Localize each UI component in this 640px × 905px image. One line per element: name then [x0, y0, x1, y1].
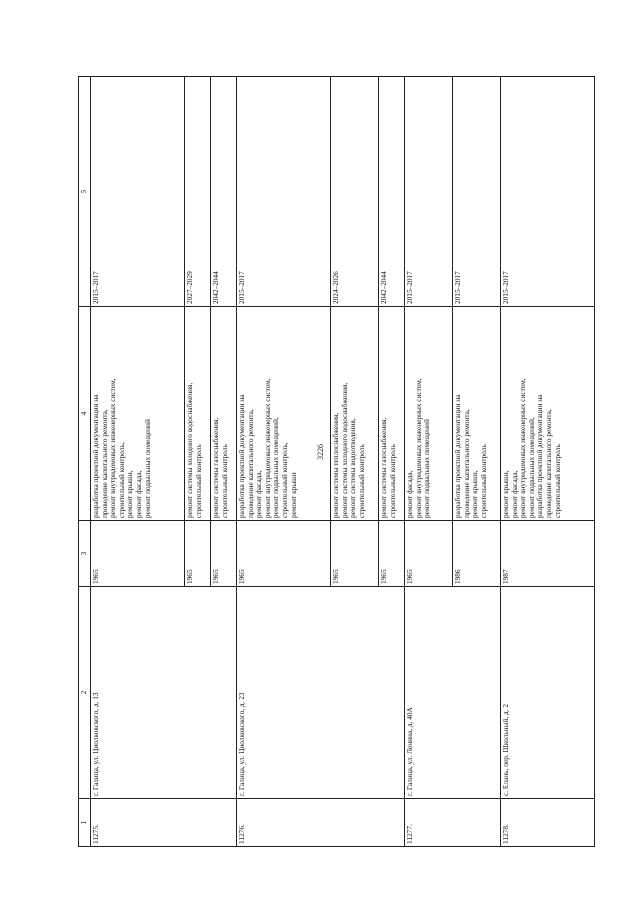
- work-item: ремонт системы теплоснабжения,: [331, 412, 340, 518]
- work-item: ремонт крыши,: [470, 470, 480, 518]
- work-item: ремонт фасада,: [509, 470, 519, 518]
- row-address: [185, 587, 211, 799]
- header-row: [79, 77, 91, 847]
- work-item: ремонт системы холодного водоснабжения,: [185, 382, 194, 518]
- work-item: ремонт фасада,: [405, 470, 414, 518]
- work-item: ремонт подвальных помещений: [142, 419, 152, 518]
- table-row: [453, 77, 501, 847]
- table-row: [331, 77, 379, 847]
- work-item: ремонт подвальных помещений: [422, 419, 432, 518]
- row-year: 1965: [185, 521, 211, 587]
- work-item: строительный контроль: [387, 444, 397, 518]
- repair-schedule-table: [78, 76, 595, 847]
- row-number: [453, 799, 501, 847]
- header-col-1: 1: [79, 799, 91, 847]
- row-year: 1986: [453, 521, 501, 587]
- row-period: 2015–2017: [237, 77, 331, 307]
- row-year: 1965: [237, 521, 331, 587]
- table-row: [211, 77, 237, 847]
- table-body: [91, 77, 595, 847]
- work-item: строительный контроль: [219, 444, 229, 518]
- header-col-5: 5: [79, 77, 91, 307]
- row-number: 11275.: [91, 799, 185, 847]
- work-item: строительный контроль: [552, 444, 562, 518]
- header-col-3: 3: [79, 521, 91, 587]
- work-item: строительный контроль,: [116, 442, 126, 518]
- table-row: [237, 77, 331, 847]
- work-item: ремонт системы холодного водоснабжения,: [339, 382, 349, 518]
- work-item: строительный контроль: [478, 444, 488, 518]
- work-item: строительный контроль,: [280, 442, 290, 518]
- table-row: [405, 77, 453, 847]
- row-number: [379, 799, 405, 847]
- row-works: [211, 307, 237, 521]
- row-year: 1965: [91, 521, 185, 587]
- row-number: [185, 799, 211, 847]
- work-item: ремонт внутридомовых инженерных систем,: [413, 378, 423, 518]
- row-works: [91, 307, 185, 521]
- work-item: разработка проектной документации на: [237, 394, 246, 518]
- row-period: 2042–2044: [379, 77, 405, 307]
- work-item: проведение капитального ремонта,: [245, 409, 255, 518]
- work-item: ремонт крыши,: [125, 470, 135, 518]
- row-period: 2042–2044: [211, 77, 237, 307]
- row-address: г. Галица, ул. Ленина, д. 40А: [405, 587, 453, 799]
- row-works: [331, 307, 379, 521]
- row-number: 11278.: [501, 799, 595, 847]
- row-works: [379, 307, 405, 521]
- header-col-2: 2: [79, 587, 91, 799]
- row-address: с. Елань, пер. Школьный, д. 2: [501, 587, 595, 799]
- row-works: [501, 307, 595, 521]
- row-address: [379, 587, 405, 799]
- row-address: [331, 587, 379, 799]
- header-col-4: 4: [79, 307, 91, 521]
- row-period: 2015–2017: [405, 77, 453, 307]
- work-item: разработка проектной документации на: [453, 394, 462, 518]
- work-item: ремонт крыши,: [501, 470, 510, 518]
- row-number: 11277.: [405, 799, 453, 847]
- work-item: ремонт системы газоснабжения,: [211, 417, 220, 518]
- work-item: строительный контроль: [356, 444, 366, 518]
- row-number: [331, 799, 379, 847]
- row-year: 1965: [331, 521, 379, 587]
- row-year: 1965: [211, 521, 237, 587]
- work-item: ремонт системы газоснабжения,: [379, 417, 388, 518]
- row-period: 2015–2017: [501, 77, 595, 307]
- row-period: 2015–2017: [453, 77, 501, 307]
- row-works: [405, 307, 453, 521]
- row-address: г. Галица, ул. Циолковского, д. 23: [237, 587, 331, 799]
- work-item: ремонт фасада,: [254, 470, 264, 518]
- row-address: [453, 587, 501, 799]
- row-address: г. Галица, ул. Циолковского, д. 13: [91, 587, 185, 799]
- row-number: [211, 799, 237, 847]
- page-number: 3226: [316, 444, 325, 460]
- row-period: 2024–2026: [331, 77, 379, 307]
- work-item: проведение капитального ремонта,: [544, 409, 554, 518]
- work-item: разработка проектной документации на: [535, 394, 545, 518]
- work-item: ремонт подвальных помещений,: [271, 417, 281, 518]
- work-item: ремонт системы водоотведения,: [348, 418, 358, 518]
- row-address: [211, 587, 237, 799]
- row-year: 1965: [379, 521, 405, 587]
- work-item: ремонт внутридомовых инженерных систем,: [108, 378, 118, 518]
- work-item: ремонт крыши: [288, 472, 298, 518]
- table-row: [379, 77, 405, 847]
- work-item: проведение капитального ремонта,: [99, 409, 109, 518]
- work-item: ремонт фасада,: [134, 470, 144, 518]
- work-item: ремонт внутридомовых инженерных систем,: [262, 378, 272, 518]
- row-period: 2027–2029: [185, 77, 211, 307]
- table-row: [91, 77, 185, 847]
- row-works: [237, 307, 331, 521]
- table-row: [501, 77, 595, 847]
- work-item: разработка проектной документации на: [91, 394, 100, 518]
- row-works: [185, 307, 211, 521]
- work-item: ремонт подвальных помещений,: [526, 417, 536, 518]
- row-year: 1987: [501, 521, 595, 587]
- work-item: проведение капитального ремонта,: [461, 409, 471, 518]
- work-item: строительный контроль: [193, 444, 203, 518]
- row-works: [453, 307, 501, 521]
- row-year: 1965: [405, 521, 453, 587]
- work-item: ремонт внутридомовых инженерных систем,: [518, 378, 528, 518]
- row-period: 2015–2017: [91, 77, 185, 307]
- row-number: 11276.: [237, 799, 331, 847]
- rotated-table-container: [78, 77, 578, 847]
- table-row: [185, 77, 211, 847]
